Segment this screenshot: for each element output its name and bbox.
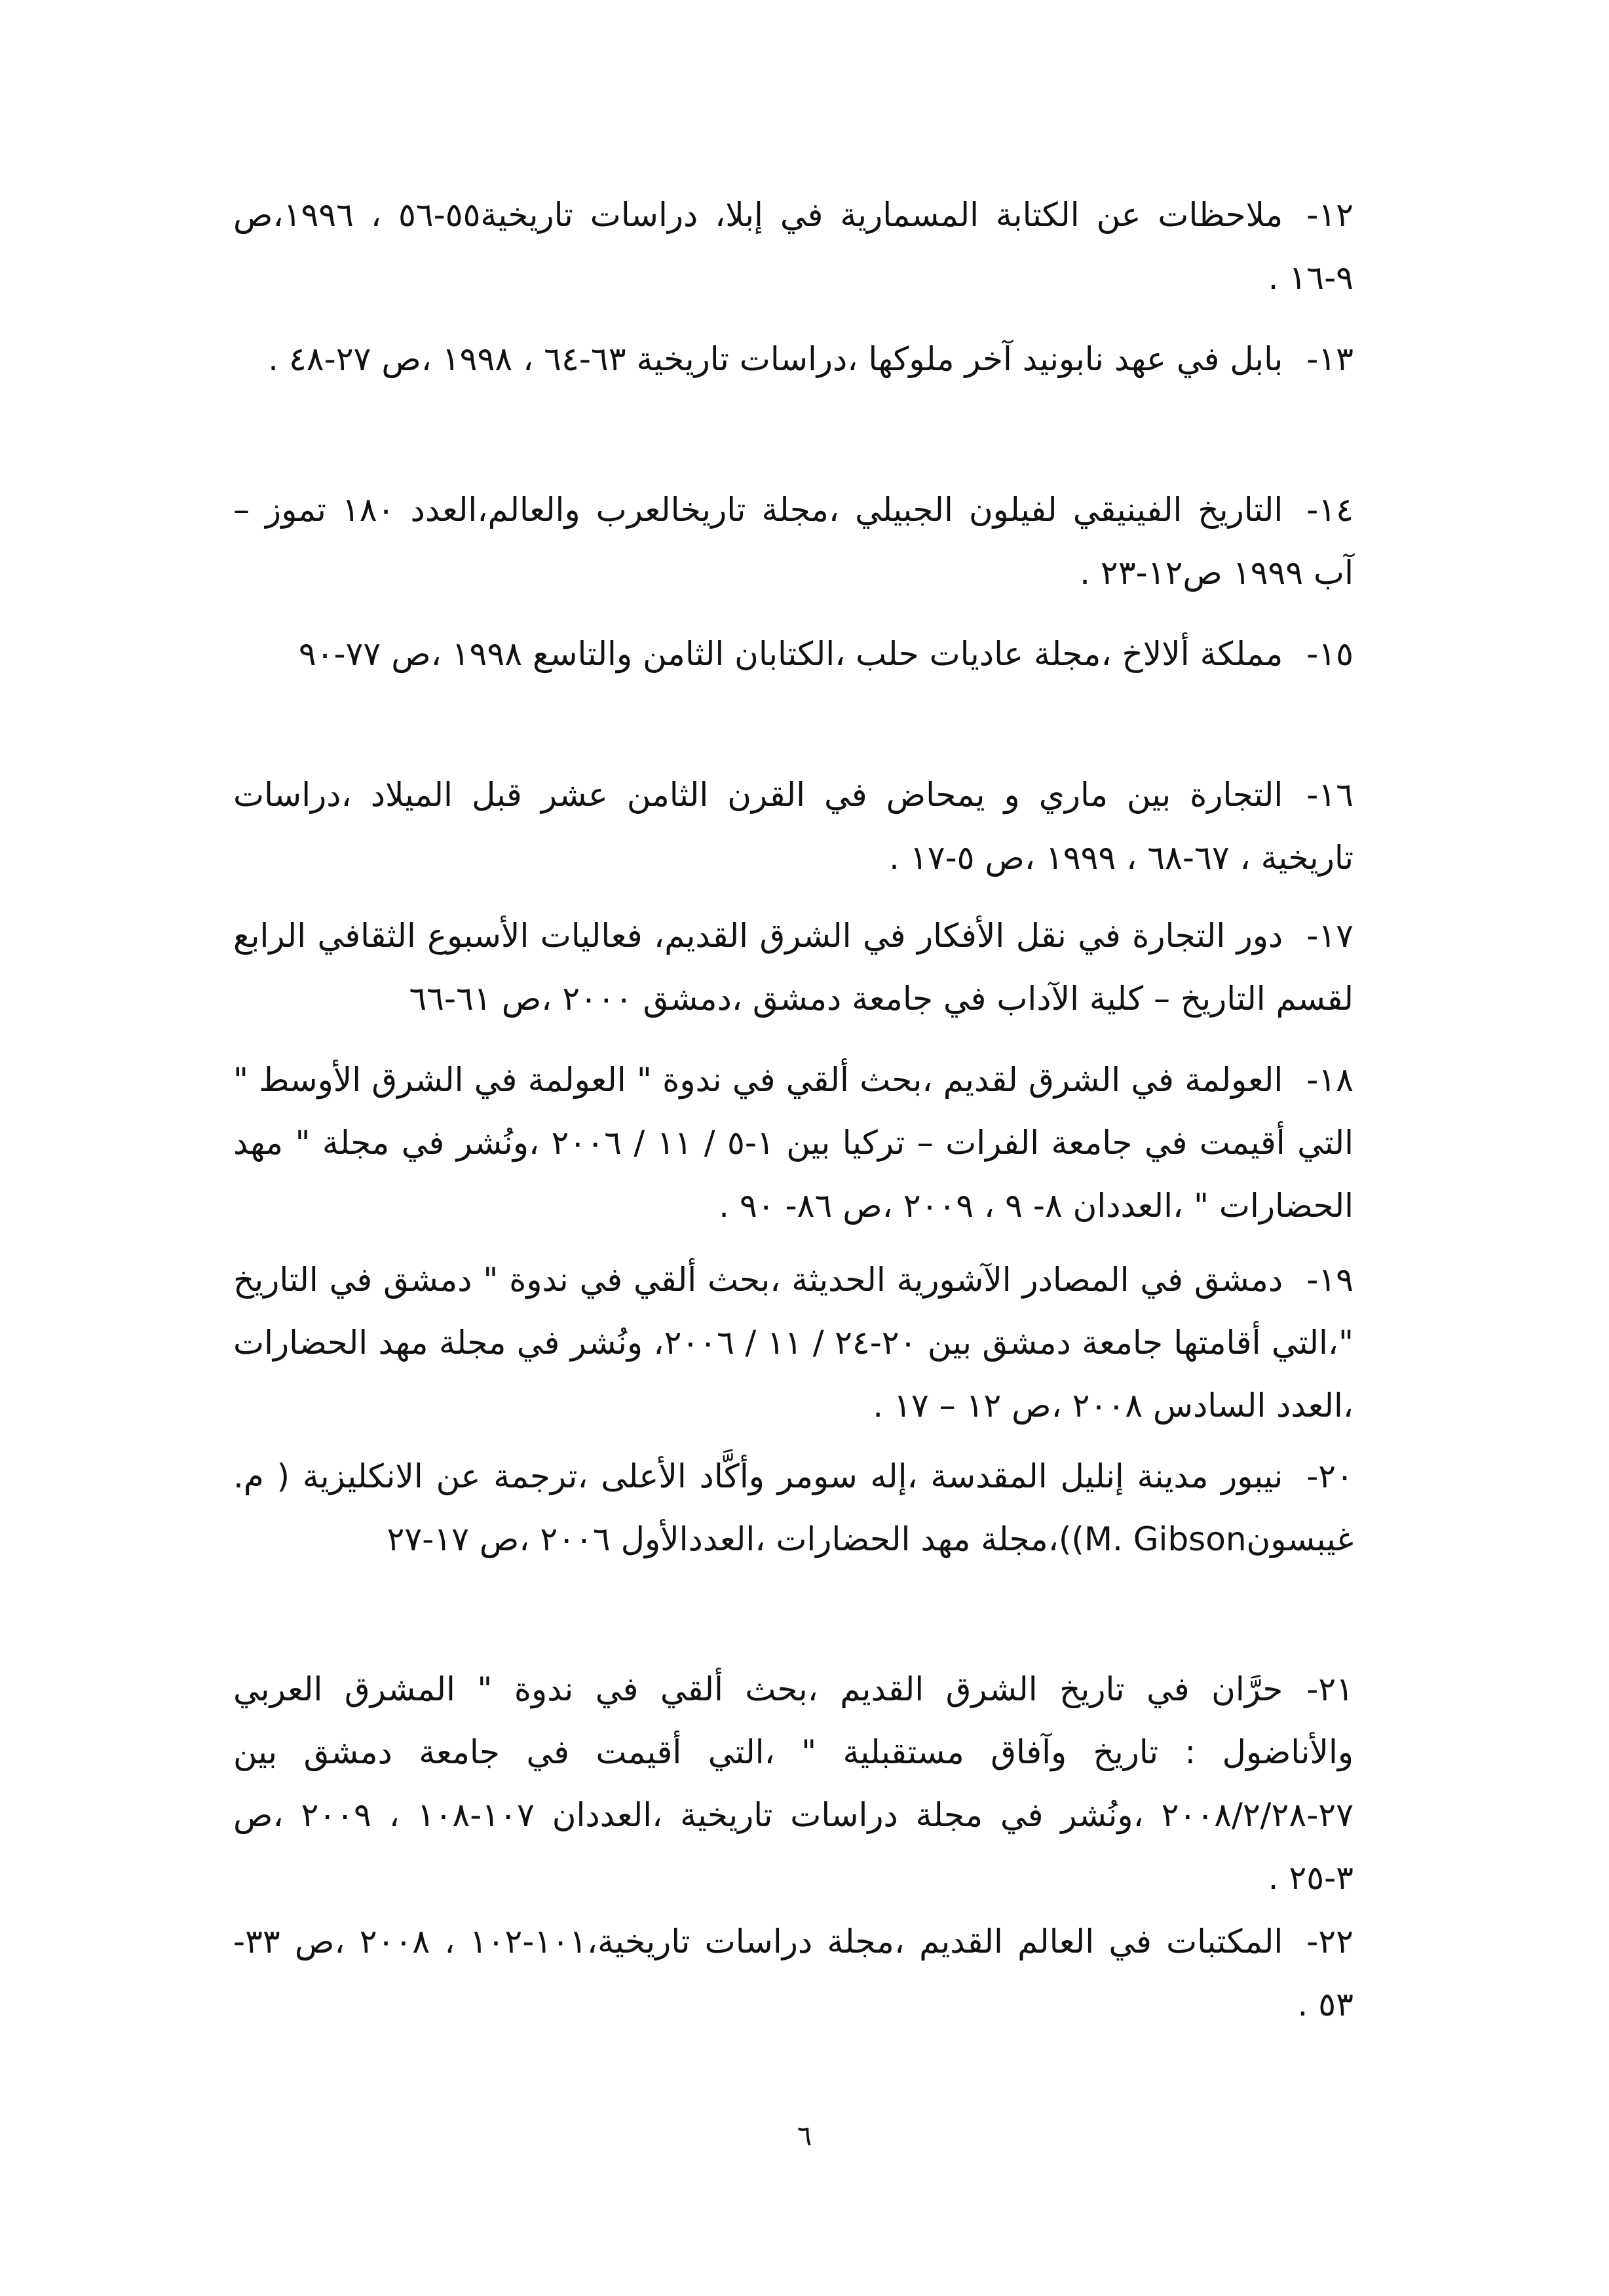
entry-number: ١٦- — [1306, 776, 1353, 814]
bibliography-entry-13 — [233, 328, 1353, 391]
entry-text: حرَّان في تاريخ الشرق القديم ،بحث ألقي في ندوة " المشرق العربي والأناضول : تاريخ وآفاق مستقبلية " ،التي أقيمت في جامعة دمشق بين ٢٧-٢٠٠٨/٢/٢٨ ،ونُشر في مجلة دراسات تاريخية ،العددان ١٠٧-١٠٨ ، ٢٠٠٩ ،ص ٣-٢٥ . — [233, 1670, 1354, 1897]
entry-text: مملكة ألالاخ ،مجلة عاديات حلب ،الكتابان الثامن والتاسع ١٩٩٨ ،ص ٧٧-٩٠ — [298, 635, 1283, 673]
bibliography-entry-19 — [233, 1248, 1353, 1437]
entry-number: ١٢- — [1306, 196, 1353, 234]
entry-number: ١٨- — [1306, 1061, 1353, 1099]
bibliography-entry-21 — [233, 1658, 1353, 1909]
bibliography-entry-18 — [233, 1048, 1353, 1237]
entry-number: ٢٢- — [1306, 1923, 1353, 1961]
entry-text: دمشق في المصادر الآشورية الحديثة ،بحث ألقي في ندوة " دمشق في التاريخ "،التي أقامتها جامعة دمشق بين ٢٠-٢٤ / ١١ / ٢٠٠٦، ونُشر في مجلة مهد الحضارات ،العدد السادس ٢٠٠٨ ،ص ١٢ – ١٧ . — [233, 1261, 1353, 1425]
bibliography-entry-16 — [233, 763, 1353, 889]
entry-text: التجارة بين ماري و يمحاض في القرن الثامن عشر قبل الميلاد ،دراسات تاريخية ، ٦٧-٦٨ ، ١٩٩٩ ،ص ٥-١٧ . — [233, 776, 1353, 877]
bibliography-entry-12 — [233, 183, 1353, 309]
entry-text: المكتبات في العالم القديم ،مجلة دراسات تاريخية،١٠١-١٠٢ ، ٢٠٠٨ ،ص ٣٣- ٥٣ . — [233, 1923, 1353, 2023]
bibliography-entry-15 — [233, 622, 1353, 685]
entry-number: ٢١- — [1306, 1670, 1353, 1708]
entry-text: بابل في عهد نابونيد آخر ملوكها ،دراسات تاريخية ٦٣-٦٤ ، ١٩٩٨ ،ص ٢٧-٤٨ . — [268, 340, 1283, 378]
entry-text: ملاحظات عن الكتابة المسمارية في إبلا، دراسات تاريخية٥٥-٥٦ ، ١٩٩٦،ص ٩-١٦ . — [233, 196, 1353, 297]
page-number: ٦ — [797, 2120, 812, 2152]
bibliography-entry-14 — [233, 478, 1353, 604]
entry-number: ١٩- — [1306, 1261, 1353, 1299]
entry-number: ١٣- — [1306, 340, 1353, 378]
entry-text: دور التجارة في نقل الأفكار في الشرق القديم، فعاليات الأسبوع الثقافي الرابع لقسم التاريخ – كلية الآداب في جامعة دمشق ،دمشق ٢٠٠٠ ،ص ٦١-٦٦ — [233, 917, 1353, 1018]
entry-text: التاريخ الفينيقي لفيلون الجبيلي ،مجلة تاريخالعرب والعالم،العدد ١٨٠ تموز – آب ١٩٩٩ ص١٢-٢٣ . — [233, 491, 1353, 592]
bibliography-entry-17 — [233, 904, 1353, 1030]
entry-number: ١٥- — [1306, 635, 1353, 673]
entry-text: العولمة في الشرق لقديم ،بحث ألقي في ندوة " العولمة في الشرق الأوسط " التي أقيمت في جامعة الفرات – تركيا بين ١-٥ / ١١ / ٢٠٠٦ ،ونُشر في مجلة " مهد الحضارات " ،العددان ٨- ٩ ، ٢٠٠٩ ،ص ٨٦- ٩٠ . — [233, 1061, 1353, 1225]
bibliography-entry-20 — [233, 1445, 1353, 1571]
bibliography-entry-22 — [233, 1910, 1353, 2036]
entry-number: ١٧- — [1306, 917, 1353, 955]
entry-text: نيبور مدينة إنليل المقدسة ،إله سومر وأكَّاد الأعلى ،ترجمة عن الانكليزية ( م. غيبسونM. Gibson))،مجلة مهد الحضارات ،العددالأول ٢٠٠٦ ،ص ١٧-٢٧ — [233, 1457, 1353, 1558]
entry-number: ١٤- — [1306, 491, 1353, 529]
entry-number: ٢٠- — [1306, 1457, 1353, 1495]
